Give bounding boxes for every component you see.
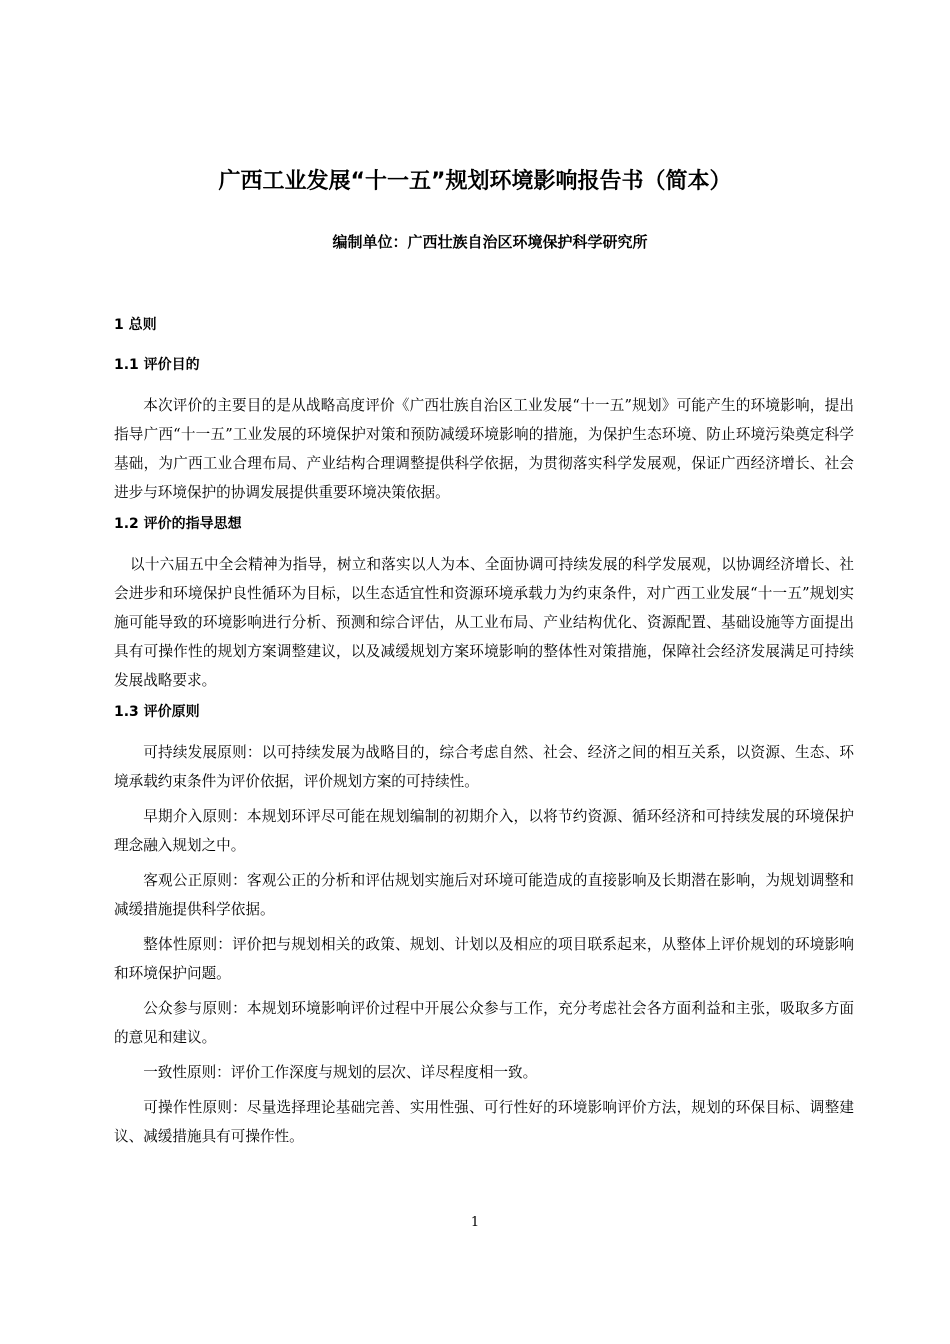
section-heading-principles: 1.3 评价原则	[114, 704, 200, 720]
principle-sustainable-development: 可持续发展原则：以可持续发展为战略目的，综合考虑自然、社会、经济之间的相互关系，以资源、生态、环境承载约束条件为评价依据，评价规划方案的可持续性。	[114, 744, 854, 790]
document-body	[114, 314, 854, 1157]
principle-consistency: 一致性原则：评价工作深度与规划的层次、详尽程度相一致。	[143, 1064, 538, 1081]
section-heading-guiding-ideology: 1.2 评价的指导思想	[114, 516, 242, 532]
principle-integrity: 整体性原则：评价把与规划相关的政策、规划、计划以及相应的项目联系起来，从整体上评价规划的环境影响和环境保护问题。	[114, 936, 854, 982]
principle-objectivity: 客观公正原则：客观公正的分析和评估规划实施后对环境可能造成的直接影响及长期潜在影响，为规划调整和减缓措施提供科学依据。	[114, 872, 854, 918]
section-heading-purpose: 1.1 评价目的	[114, 357, 200, 373]
principle-public-participation: 公众参与原则：本规划环境影响评价过程中开展公众参与工作，充分考虑社会各方面利益和主张，吸取多方面的意见和建议。	[114, 1000, 854, 1046]
section-heading-general: 1 总则	[114, 317, 157, 333]
principle-early-involvement: 早期介入原则：本规划环评尽可能在规划编制的初期介入，以将节约资源、循环经济和可持续发展的环境保护理念融入规划之中。	[114, 808, 854, 854]
page-number: 1	[470, 1215, 480, 1230]
compiling-unit: 编制单位：广西壮族自治区环境保护科学研究所	[332, 233, 648, 251]
document-title: 广西工业发展“十一五”规划环境影响报告书（简本）	[218, 169, 732, 194]
principle-operability: 可操作性原则：尽量选择理论基础完善、实用性强、可行性好的环境影响评价方法，规划的环保目标、调整建议、减缓措施具有可操作性。	[114, 1099, 854, 1145]
paragraph-purpose: 本次评价的主要目的是从战略高度评价《广西壮族自治区工业发展“十一五”规划》可能产生的环境影响，提出指导广西“十一五”工业发展的环境保护对策和预防减缓环境影响的措施，为保护生态环境、防止环境污染奠定科学基础，为广西工业合理布局、产业结构合理调整提供科学依据，为贯彻落实科学发展观，保证广西经济增长、社会进步与环境保护的协调发展提供重要环境决策依据。	[114, 397, 854, 501]
paragraph-guiding-ideology: 以十六届五中全会精神为指导，树立和落实以人为本、全面协调可持续发展的科学发展观，以协调经济增长、社会进步和环境保护良性循环为目标，以生态适宜性和资源环境承载力为约束条件，对广西工业发展“十一五”规划实施可能导致的环境影响进行分析、预测和综合评估，从工业布局、产业结构优化、资源配置、基础设施等方面提出具有可操作性的规划方案调整建议，以及减缓规划方案环境影响的整体性对策措施，保障社会经济发展满足可持续发展战略要求。	[114, 556, 854, 689]
